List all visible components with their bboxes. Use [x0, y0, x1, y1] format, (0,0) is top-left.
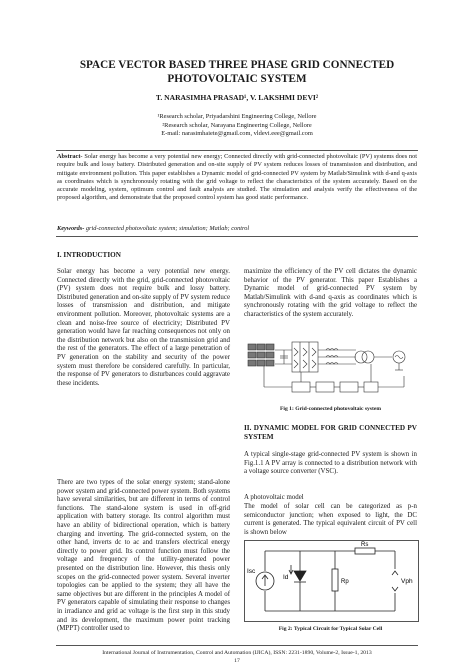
diode-icon: [294, 571, 306, 581]
keywords-label: Keywords-: [57, 225, 85, 232]
col2-paragraph-2: A typical single-stage grid-connected PV system is shown in Fig.1.1 A PV array is connected to a distribution network with a voltage source converter (VSC).: [244, 451, 417, 476]
figure-1: [244, 338, 419, 404]
figure-2-circuit: [245, 541, 418, 621]
rp-label: Rp: [341, 579, 349, 585]
section-heading-introduction: I. INTRODUCTION: [57, 251, 121, 259]
col2-paragraph-1: maximize the efficiency of the PV cell dictates the dynamic behavior of the PV generator. This paper Establishes a Dynamic model of grid-connected PV system by Matlab/Simulink with d-and q-axis as coordinates which is synchronously rotating with the grid voltage to reflect the characteristics of the system accurately.: [244, 268, 417, 318]
figure-1-diagram: [244, 338, 419, 404]
rule-bottom: [56, 236, 418, 237]
section-heading-dynamic-model-text: II. DYNAMIC MODEL FOR GRID CONNECTED PV SYSTEM: [244, 424, 417, 441]
abstract-text: Solar energy has become a very potential new energy; Connected directly with grid-connected photovoltaic (PV) systems does not require bulk and lossy battery. Distributed generation and on-site supply of PV system reduces losses of transmission and distribution, and mitigate environment pollution. This paper establishes a Dynamic model of grid-connected PV system by Matlab/Simulink with d-and q-axis as coordinates which is synchronously rotating with the grid voltage to reflect the characteristics of the system accurately. Based on the accurate modeling, system, optimum control and fault analysis are studied. The simulation and analysis verify the effectiveness of the proposed algorithm, and demonstrate that the proposed control system has good static performance.: [57, 153, 417, 202]
col2-paragraph-3: The model of solar cell can be categorized as p-n semiconductor junction; when exposed to light, the DC current is generated. The typical equivalent circuit of PV cell is shown below: [244, 503, 417, 536]
figure-2-caption: Fig 2: Typical Circuit for Typical Solar Cell: [278, 626, 383, 632]
keywords-text: grid-connected photovoltaic system; simulation; Matlab; control: [84, 225, 250, 232]
affiliation-1: ¹Research scholar, Priyadarshini Engineering College, Nellore: [157, 113, 317, 120]
intro-paragraph-1: Solar energy has become a very potential new energy. Connected directly with the grid, grid-connected photovoltaic (PV) system does not require bulk and lossy battery. Distributed generation and on-site supply of PV system reduce losses of transmission and distribution, and mitigate environment pollution. Moreover, photovoltaic systems are a clean and noise-free source of electricity; Distributed PV generation would have far reaching consequences not only on the distribution network but also on the transmission grid and the rest of the generators. The effect of a large penetration of PV generation on the stability and security of the power system must therefore be considered carefully. In particular, the response of PV generators to disturbances could aggravate these incidents.: [57, 268, 230, 387]
abstract: [57, 153, 417, 203]
section-heading-dynamic-model: [244, 424, 417, 442]
affiliations: [0, 113, 474, 139]
page-number: 17: [234, 658, 240, 664]
footer-rule: [56, 645, 418, 646]
journal-footer: International Journal of Instrumentation, Control and Automation (IJICA), ISSN: 2231-1890, Volume-2, Issue-1, 2013: [102, 650, 372, 656]
isc-label: Isc: [247, 568, 256, 575]
pv-array-icon: [248, 344, 274, 366]
vph-label: Vph: [401, 578, 413, 585]
intro-paragraph-2: There are two types of the solar energy system; stand-alone power system and grid-connected power system. Both systems have several similarities, but are different in terms of control functions. The stand-alone system is used in off-grid application with battery storage. Its control algorithm must have an ability of bidirectional operation, which is battery charging and inverting. The grid-connected system, on the other hand, inverts dc to ac and transfers electrical energy directly to power grid. Its control function must follow the voltage and frequency of the utility-generated power presented on the distribution line. However, this thesis only scopes on the grid-connected power system. Several inverter topologies can be applied to the system; they all have the same objectives but are different in the principles A model of PV generators capable of simulating their response to changes in irradiance and grid ac voltage is the first step in this study and its development, the maximum power point tracking (MPPT) controller used to: [57, 479, 230, 633]
pv-model-subheading: A photovoltaic model: [244, 494, 304, 501]
figure-1-caption: Fig 1: Grid-connected photovoltaic system: [280, 406, 381, 412]
series-resistor-icon: [355, 548, 375, 554]
authors: T. NARASIMHA PRASAD¹, V. LAKSHMI DEVI²: [155, 93, 319, 102]
rule-top: [56, 150, 418, 151]
figure-2: [244, 540, 419, 622]
title-line-2: PHOTOVOLTAIC SYSTEM: [167, 73, 307, 85]
rs-label: Rs: [361, 542, 369, 548]
id-label: Id: [283, 574, 289, 581]
paper-title: [0, 58, 474, 86]
keywords: [57, 225, 417, 232]
title-line-1: SPACE VECTOR BASED THREE PHASE GRID CONNECTED: [79, 59, 395, 71]
affiliation-2: ²Research scholar, Narayana Engineering College, Nellore: [162, 121, 312, 129]
email-line: E-mail: narasimhaiete@gmail.com, vldevi.eee@gmail.com: [161, 130, 313, 138]
abstract-label: Abstract-: [57, 153, 83, 160]
shunt-resistor-icon: [332, 569, 338, 591]
